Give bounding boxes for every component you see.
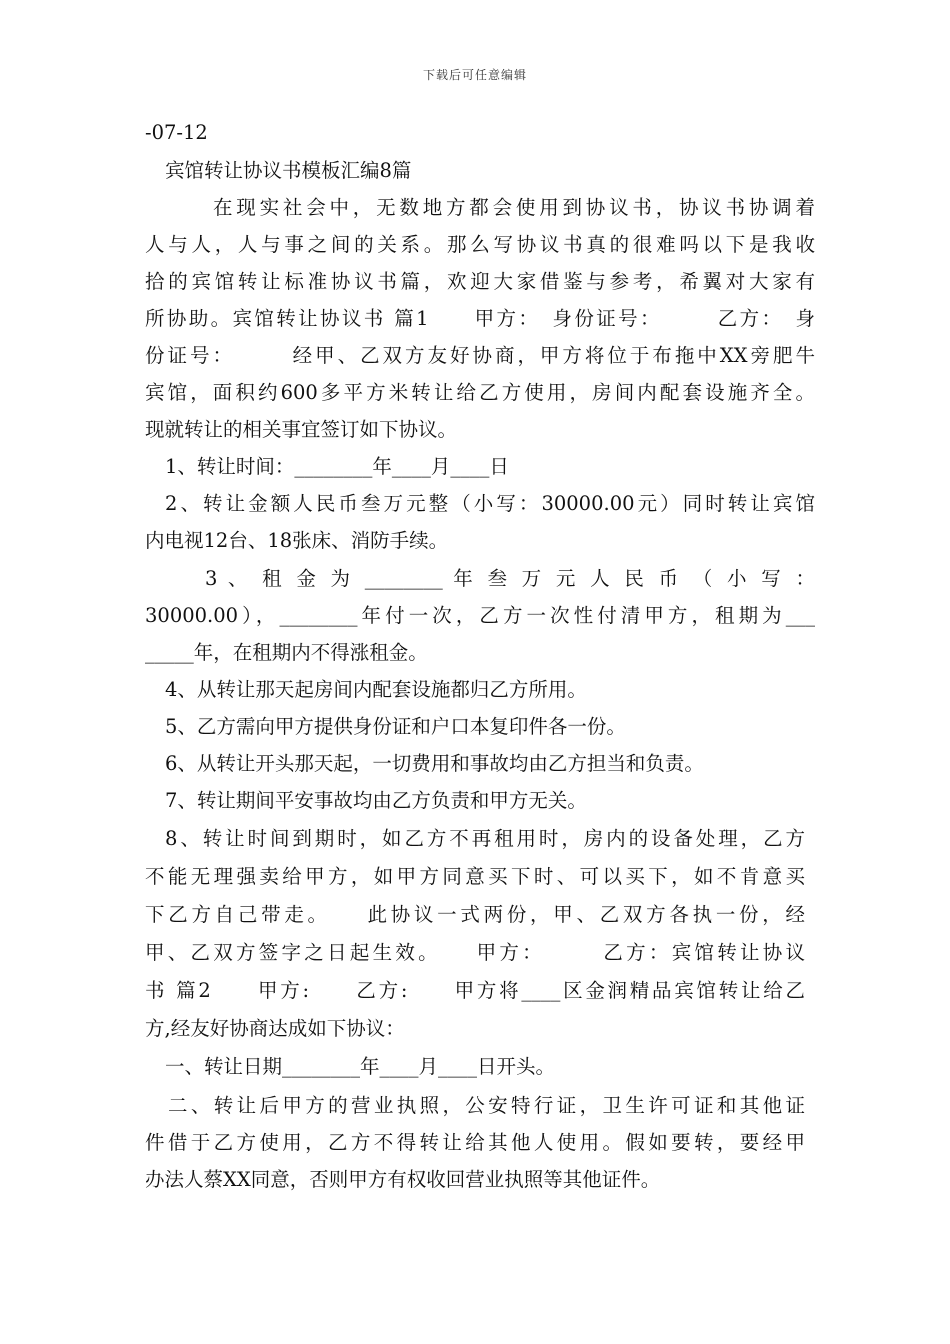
clause-item: 1、转让时间：________年____月____日	[165, 455, 509, 478]
clause-item: 一、转让日期________年____月____日开头。	[165, 1055, 556, 1078]
clause-item: 6、从转让开头那天起，一切费用和事故均由乙方担当和负责。	[165, 752, 704, 775]
paragraph-line: 件借于乙方使用，乙方不得转让给其他人使用。假如要转，要经甲	[145, 1131, 805, 1154]
page-header: 下载后可任意编辑	[422, 68, 527, 82]
paragraph-line: 所协助。宾馆转让协议书 篇1 甲方： 身份证号： 乙方： 身	[145, 307, 815, 330]
clause-item: _____年，在租期内不得涨租金。	[145, 641, 428, 664]
paragraph-line: 办法人蔡XX同意，否则甲方有权收回营业执照等其他证件。	[145, 1168, 661, 1191]
clause-item: 30000.00），________年付一次，乙方一次性付清甲方，租期为___	[145, 604, 815, 627]
paragraph-line: 下乙方自己带走。 此协议一式两份，甲、乙双方各执一份，经	[145, 903, 805, 926]
paragraph-line: 书 篇2 甲方: 乙方: 甲方将____区金润精品宾馆转让给乙	[145, 979, 805, 1002]
paragraph-line: 份证号： 经甲、乙双方友好协商，甲方将位于布拖中XX旁肥牛	[145, 344, 815, 367]
paragraph-line: 在现实社会中，无数地方都会使用到协议书，协议书协调着	[213, 196, 815, 219]
paragraph-line: 现就转让的相关事宜签订如下协议。	[145, 418, 458, 441]
paragraph-line: 甲、乙双方签字之日起生效。 甲方： 乙方：宾馆转让协议	[145, 941, 805, 964]
clause-item: 7、转让期间平安事故均由乙方负责和甲方无关。	[165, 789, 587, 812]
paragraph-line: 人与人，人与事之间的关系。那么写协议书真的很难吗以下是我收	[145, 233, 815, 256]
clause-item: 2、转让金额人民币叁万元整（小写：30000.00元）同时转让宾馆	[165, 492, 815, 515]
clause-item: 5、乙方需向甲方提供身份证和户口本复印件各一份。	[165, 715, 626, 738]
clause-item: 3 、 租 金 为 ________ 年 叁 万 元 人 民 币 （ 小 写 ：	[205, 567, 815, 590]
paragraph-line: 宾馆，面积约600多平方米转让给乙方使用，房间内配套设施齐全。	[145, 381, 815, 404]
paragraph-line: 方,经友好协商达成如下协议：	[145, 1017, 405, 1040]
clause-item: 内电视12台、18张床、消防手续。	[145, 529, 449, 552]
document-title: 宾馆转让协议书模板汇编8篇	[165, 159, 412, 182]
document-date: -07-12	[145, 121, 208, 144]
clause-item: 4、从转让那天起房间内配套设施都归乙方所用。	[165, 678, 587, 701]
clause-item: 8、转让时间到期时，如乙方不再租用时，房内的设备处理，乙方	[165, 827, 805, 850]
clause-item: 二、转让后甲方的营业执照，公安特行证，卫生许可证和其他证	[168, 1094, 805, 1117]
paragraph-line: 拾的宾馆转让标准协议书篇，欢迎大家借鉴与参考，希翼对大家有	[145, 270, 815, 293]
paragraph-line: 不能无理强卖给甲方，如甲方同意买下时、可以买下，如不肯意买	[145, 865, 805, 888]
